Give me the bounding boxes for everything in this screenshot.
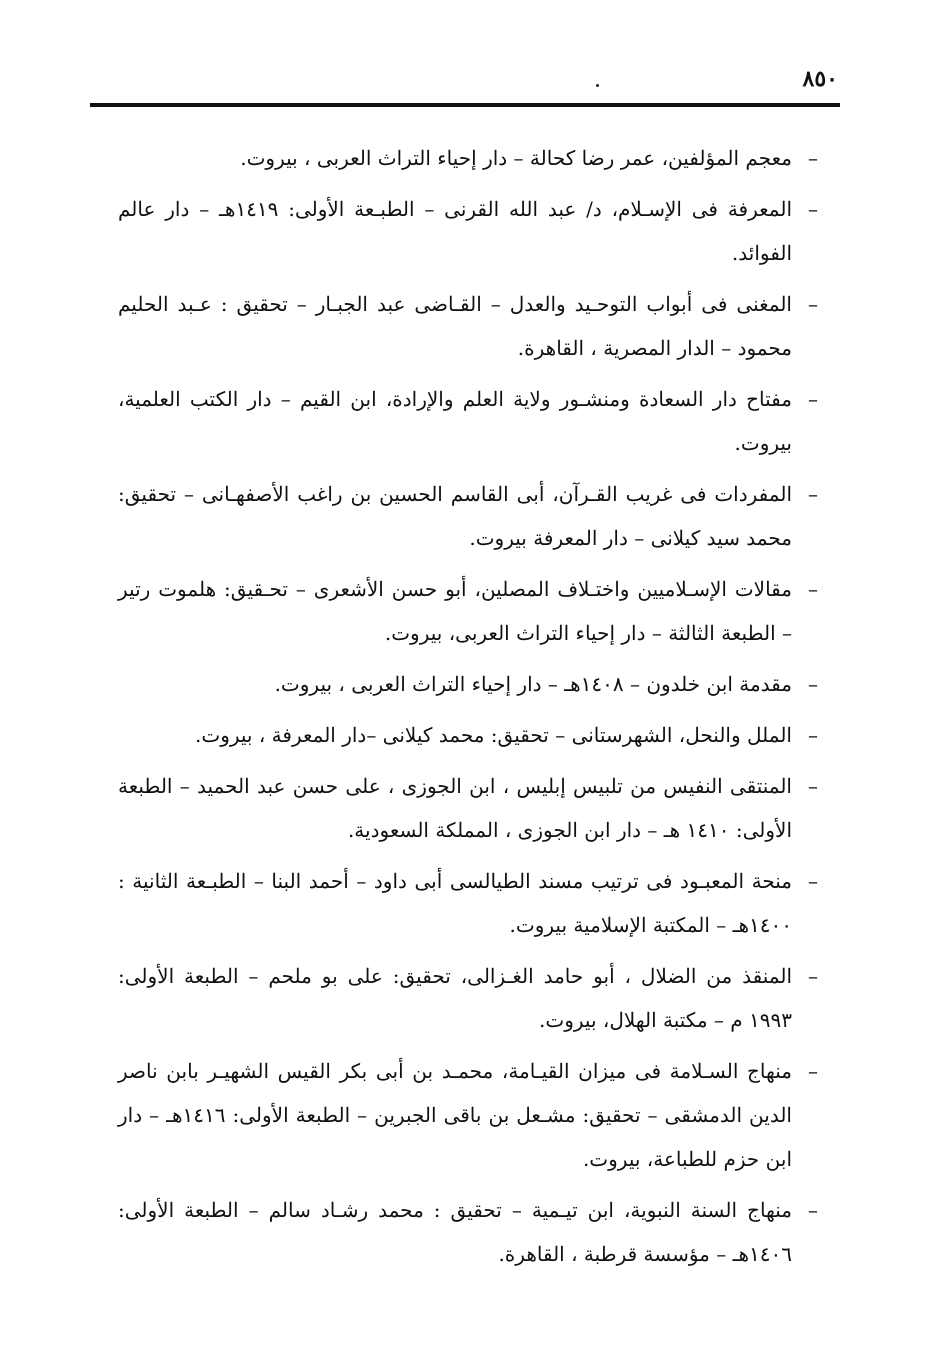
entry-dash: – (808, 387, 818, 411)
entry-text: المعرفة فى الإسـلام، د/ عبد الله القرنى – الطبـعة الأولى: ١٤١٩هـ – دار عالم الفوائد. (118, 197, 792, 265)
entry-text: مفتاح دار السعادة ومنشـور ولاية العلم والإرادة، ابن القيم – دار الكتب العلمية، بيروت. (118, 387, 792, 455)
entry-dash: – (808, 482, 818, 506)
entry-dash: – (808, 1198, 818, 1222)
entry-dash: – (808, 723, 818, 747)
entry-text: مقالات الإسـلاميين واختـلاف المصلين، أبو حسن الأشعرى – تحـقيق: هلموت رتير – الطبعة الثالثة – دار إحياء التراث العربى، بيروت. (118, 577, 792, 645)
entry-dash: – (808, 292, 818, 316)
entry-dash: – (808, 672, 818, 696)
bibliography-entry (118, 764, 818, 852)
bibliography-entry (118, 187, 818, 275)
entry-text: منهاج السـلامة فى ميزان القيـامة، محمـد بن أبى بكر القيس الشهيـر بابن ناصر الدين الدمشقى – تحقيق: مشـعل بن باقى الجبرين – الطبعة الأولى: ١٤١٦هـ – دار ابن حزم للطباعة، بيروت. (118, 1059, 792, 1171)
entry-text: مقدمة ابن خلدون – ١٤٠٨هـ – دار إحياء التراث العربى ، بيروت. (274, 672, 792, 696)
bibliography-entry (118, 567, 818, 655)
entry-dash: – (808, 774, 818, 798)
entry-dash: – (808, 869, 818, 893)
bibliography-entry (118, 1049, 818, 1181)
bibliography-entry (118, 859, 818, 947)
page-number: ٨٥٠ (802, 66, 838, 92)
entry-dash: – (808, 197, 818, 221)
header-rule (90, 103, 840, 107)
entry-dash: – (808, 577, 818, 601)
bibliography-entry (118, 713, 818, 757)
bibliography-entry (118, 282, 818, 370)
bibliography-entry (118, 662, 818, 706)
bibliography-list (118, 136, 818, 1283)
entry-dash: – (808, 1059, 818, 1083)
header-dot (596, 84, 599, 87)
entry-text: المفردات فى غريب القـرآن، أبى القاسم الحسين بن راغب الأصفهـانى – تحقيق: محمد سيد كيلانى – دار المعرفة بيروت. (118, 482, 792, 550)
bibliography-entry (118, 1188, 818, 1276)
bibliography-entry (118, 472, 818, 560)
entry-dash: – (808, 964, 818, 988)
bibliography-entry (118, 954, 818, 1042)
entry-text: منحة المعبـود فى ترتيب مسند الطيالسى أبى داود – أحمد البنا – الطبـعة الثانية : ١٤٠٠هـ – المكتبة الإسلامية بيروت. (118, 869, 793, 937)
entry-dash: – (808, 146, 818, 170)
bibliography-entry (118, 136, 818, 180)
entry-text: المغنى فى أبواب التوحـيد والعدل – القـاضى عبد الجبـار – تحقيق : عـبد الحليم محمود – الدار المصرية ، القاهرة. (118, 292, 792, 360)
entry-text: المنتقى النفيس من تلبيس إبليس ، ابن الجوزى ، على حسن عبد الحميد – الطبعة الأولى: ١٤١٠ هـ – دار ابن الجوزى ، المملكة السعودية. (118, 774, 792, 842)
entry-text: معجم المؤلفين، عمر رضا كحالة – دار إحياء التراث العربى ، بيروت. (240, 146, 792, 170)
bibliography-entry (118, 377, 818, 465)
entry-text: الملل والنحل، الشهرستانى – تحقيق: محمد كيلانى –دار المعرفة ، بيروت. (195, 723, 792, 747)
entry-text: المنقذ من الضلال ، أبو حامد الغـزالى، تحقيق: على بو ملحم – الطبعة الأولى: ١٩٩٣ م – مكتبة الهلال، بيروت. (118, 964, 792, 1032)
entry-text: منهاج السنة النبوية، ابن تيـمية – تحقيق : محمد رشـاد سالم – الطبعة الأولى: ١٤٠٦هـ – مؤسسة قرطبة ، القاهرة. (118, 1198, 792, 1266)
